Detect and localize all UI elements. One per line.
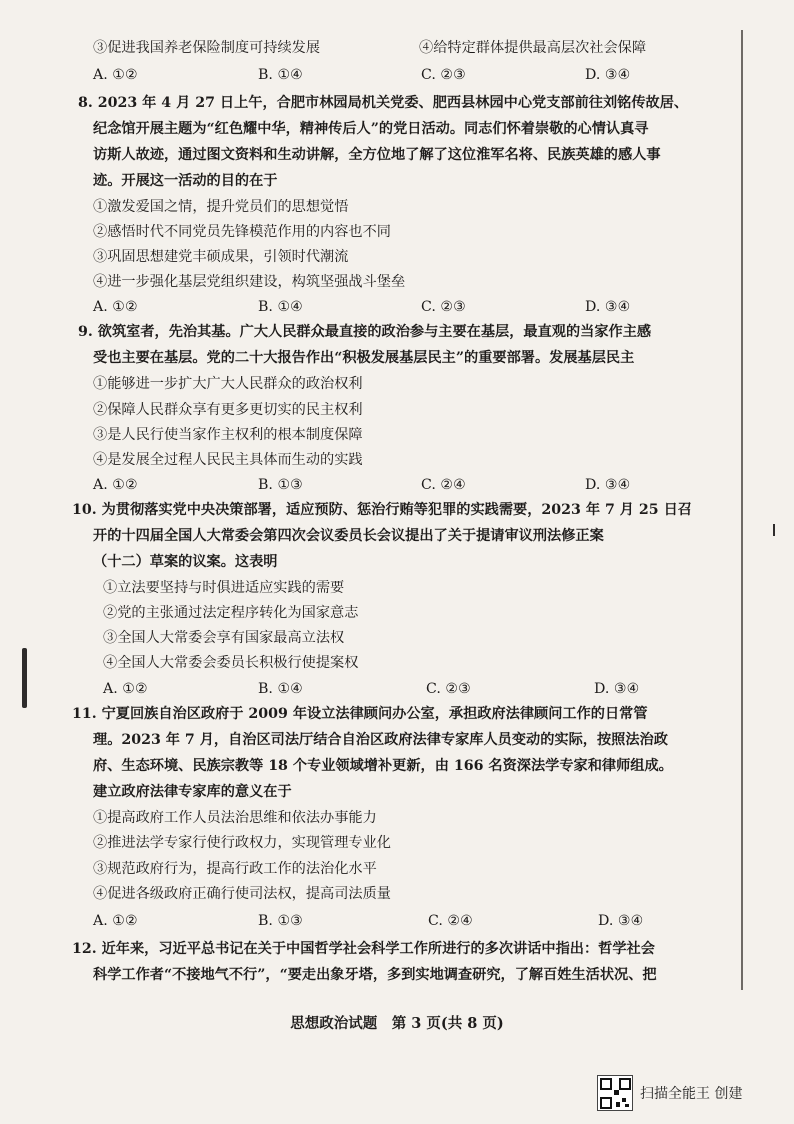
option-c: C. ②④ [428,913,473,929]
q8-stem-line-4: 迹。开展这一活动的目的在于 [93,173,278,189]
q8-statement-2: ②感悟时代不同党员先锋模范作用的内容也不同 [93,224,391,240]
option-c: C. ②③ [421,67,466,83]
q8-stem-line-3: 访斯人故迹，通过图文资料和生动讲解，全方位地了解了这位淮军名将、民族英雄的感人事 [93,147,661,163]
q11-statement-4: ④促进各级政府正确行使司法权，提高司法质量 [93,886,391,902]
q9-statement-3: ③是人民行使当家作主权利的根本制度保障 [93,427,363,443]
option-a: A. ①② [93,477,138,493]
q11-stem-line-2: 理。2023 年 7 月，自治区司法厅结合自治区政府法律专家库人员变动的实际，按照法治政 [93,732,668,748]
q11-statement-2: ②推进法学专家行使行政权力，实现管理专业化 [93,835,391,851]
q10-stem-line-3: （十二）草案的议案。这表明 [93,554,278,570]
q9-statement-1: ①能够进一步扩大广大人民群众的政治权利 [93,376,363,392]
scan-edge-mark [22,648,27,708]
q8-statement-3: ③巩固思想建党丰硕成果，引领时代潮流 [93,249,349,265]
option-a: A. ①② [93,67,138,83]
option-c: C. ②③ [426,681,471,697]
q9-statement-2: ②保障人民群众享有更多更切实的民主权利 [93,402,363,418]
option-b: B. ①④ [258,299,303,315]
option-b: B. ①③ [258,477,303,493]
q9-stem-line-2: 受也主要在基层。党的二十大报告作出“积极发展基层民主”的重要部署。发展基层民主 [93,350,635,366]
q9-stem-line-1: 9. 欲筑室者，先治其基。广大人民群众最直接的政治参与主要在基层，最直观的当家作主感 [78,324,652,340]
q10-statement-2: ②党的主张通过法定程序转化为国家意志 [103,605,359,621]
qr-code-icon [597,1075,633,1111]
q9-statement-4: ④是发展全过程人民民主具体而生动的实践 [93,452,363,468]
scanner-watermark: 扫描全能王 创建 [640,1086,743,1102]
option-d: D. ③④ [594,681,640,697]
q11-statement-3: ③规范政府行为，提高行政工作的法治化水平 [93,861,377,877]
q12-stem-line-1: 12. 近年来，习近平总书记在关于中国哲学社会科学工作所进行的多次讲话中指出：哲学社会 [72,941,655,957]
q11-stem-line-3: 府、生态环境、民族宗教等 18 个专业领域增补更新，由 166 名资深法学专家和律师组成。 [93,758,673,774]
q7-statement-4: ④给特定群体提供最高层次社会保障 [419,40,647,56]
q8-statement-1: ①激发爱国之情，提升党员们的思想觉悟 [93,199,349,215]
q10-statement-1: ①立法要坚持与时俱进适应实践的需要 [103,580,345,596]
margin-mark [773,524,775,536]
option-b: B. ①④ [258,67,303,83]
option-c: C. ②④ [421,477,466,493]
option-d: D. ③④ [585,477,631,493]
q7-statement-3: ③促进我国养老保险制度可持续发展 [93,40,321,56]
option-d: D. ③④ [598,913,644,929]
option-d: D. ③④ [585,67,631,83]
option-a: A. ①② [103,681,148,697]
option-d: D. ③④ [585,299,631,315]
q11-stem-line-1: 11. 宁夏回族自治区政府于 2009 年设立法律顾问办公室，承担政府法律顾问工作的日常管 [72,706,648,722]
q8-stem-line-2: 纪念馆开展主题为“红色耀中华，精神传后人”的党日活动。同志们怀着崇敬的心情认真寻 [93,121,649,137]
option-b: B. ①④ [258,681,303,697]
q10-statement-4: ④全国人大常委会委员长积极行使提案权 [103,655,359,671]
page-fold-line [741,30,743,990]
q10-stem-line-2: 开的十四届全国人大常委会第四次会议委员长会议提出了关于提请审议刑法修正案 [93,528,604,544]
q11-statement-1: ①提高政府工作人员法治思维和依法办事能力 [93,810,377,826]
q8-statement-4: ④进一步强化基层党组织建设，构筑坚强战斗堡垒 [93,274,406,290]
option-a: A. ①② [93,299,138,315]
q10-statement-3: ③全国人大常委会享有国家最高立法权 [103,630,345,646]
q11-stem-line-4: 建立政府法律专家库的意义在于 [93,784,292,800]
option-a: A. ①② [93,913,138,929]
q8-stem-line-1: 8. 2023 年 4 月 27 日上午，合肥市林园局机关党委、肥西县林园中心党支部前往刘铭传故居、 [78,95,689,111]
option-c: C. ②③ [421,299,466,315]
page-footer: 思想政治试题 第 3 页(共 8 页) [290,1015,504,1032]
q12-stem-line-2: 科学工作者“不接地气不行”，“要走出象牙塔，多到实地调查研究，了解百姓生活状况、把 [93,967,657,983]
option-b: B. ①③ [258,913,303,929]
q10-stem-line-1: 10. 为贯彻落实党中央决策部署，适应预防、惩治行贿等犯罪的实践需要，2023 年 7 月 25 日召 [72,502,692,518]
